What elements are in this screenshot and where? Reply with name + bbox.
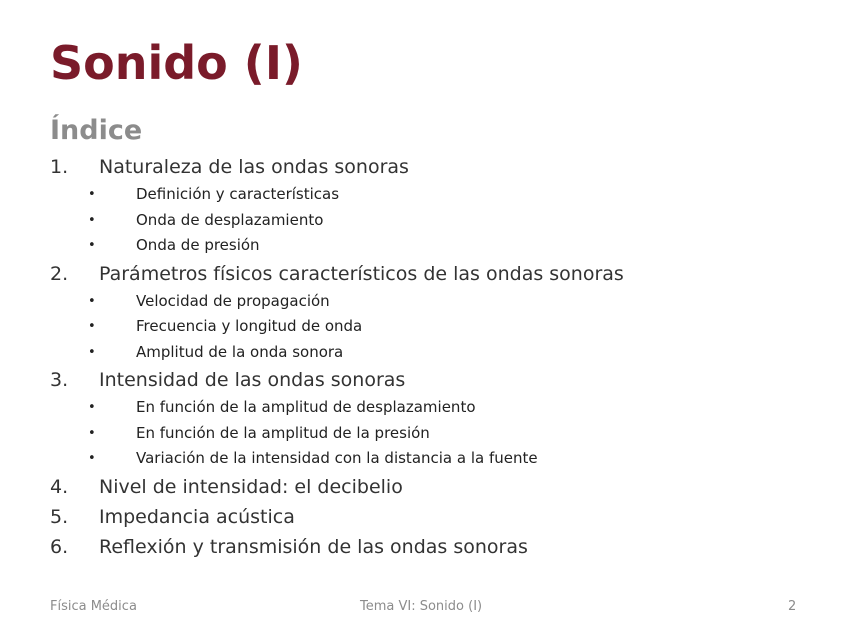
toc-item-label: Reflexión y transmisión de las ondas sonoras	[99, 535, 528, 558]
toc-subitem	[50, 421, 830, 447]
bullet-icon: •	[88, 238, 96, 253]
toc-subitem	[50, 182, 830, 208]
toc-item-label: Impedancia acústica	[99, 505, 295, 528]
footer-course-name: Física Médica	[50, 599, 137, 614]
bullet-icon: •	[88, 319, 96, 334]
toc-subitem-label: En función de la amplitud de la presión	[136, 423, 430, 442]
toc-item-1	[50, 152, 830, 259]
toc-item-label: Parámetros físicos característicos de las ondas sonoras	[99, 262, 624, 285]
toc-subitem-label: Amplitud de la onda sonora	[136, 342, 344, 361]
toc-subitem-label: Velocidad de propagación	[136, 291, 330, 310]
toc-subitems	[50, 289, 830, 366]
toc-subitem-label: Onda de presión	[136, 236, 260, 254]
slide-title: Sonido (I)	[50, 36, 303, 90]
toc-item-4	[50, 472, 830, 502]
toc-item-number: 4.	[50, 475, 69, 498]
toc-subitem	[50, 395, 830, 421]
toc-item-number: 3.	[50, 369, 69, 391]
toc-subitem	[50, 208, 830, 234]
toc-item-5	[50, 502, 830, 532]
toc-subitem-label: Definición y características	[136, 185, 340, 203]
table-of-contents	[50, 152, 830, 562]
slide-subtitle: Índice	[50, 115, 143, 146]
toc-item-label: Intensidad de las ondas sonoras	[99, 369, 406, 391]
bullet-icon: •	[88, 187, 96, 202]
toc-item-head	[50, 365, 830, 395]
toc-subitem	[50, 233, 830, 259]
bullet-icon: •	[88, 344, 96, 360]
bullet-icon: •	[88, 425, 96, 441]
toc-subitem-label: Frecuencia y longitud de onda	[136, 317, 363, 335]
bullet-icon: •	[88, 293, 96, 309]
page-number: 2	[788, 599, 797, 614]
toc-subitem	[50, 340, 830, 366]
toc-subitems	[50, 182, 830, 259]
footer-topic: Tema VI: Sonido (I)	[360, 599, 483, 614]
toc-subitem	[50, 314, 830, 340]
toc-item-head	[50, 259, 830, 289]
toc-subitems	[50, 395, 830, 472]
toc-subitem-label: En función de la amplitud de desplazamiento	[136, 398, 476, 416]
toc-item-6	[50, 532, 830, 562]
toc-item-3	[50, 365, 830, 472]
toc-subitem-label: Onda de desplazamiento	[136, 210, 324, 229]
bullet-icon: •	[88, 212, 96, 228]
toc-subitem-label: Variación de la intensidad con la distancia a la fuente	[136, 449, 538, 467]
toc-item-number: 5.	[50, 505, 69, 528]
toc-item-2	[50, 259, 830, 366]
toc-item-number: 2.	[50, 262, 69, 285]
toc-item-label: Naturaleza de las ondas sonoras	[99, 156, 409, 178]
toc-item-head	[50, 152, 830, 182]
toc-item-number: 6.	[50, 535, 69, 558]
bullet-icon: •	[88, 451, 96, 466]
toc-item-label: Nivel de intensidad: el decibelio	[99, 475, 403, 498]
toc-item-number: 1.	[50, 156, 69, 178]
toc-subitem	[50, 289, 830, 315]
toc-subitem	[50, 446, 830, 472]
bullet-icon: •	[88, 400, 96, 415]
